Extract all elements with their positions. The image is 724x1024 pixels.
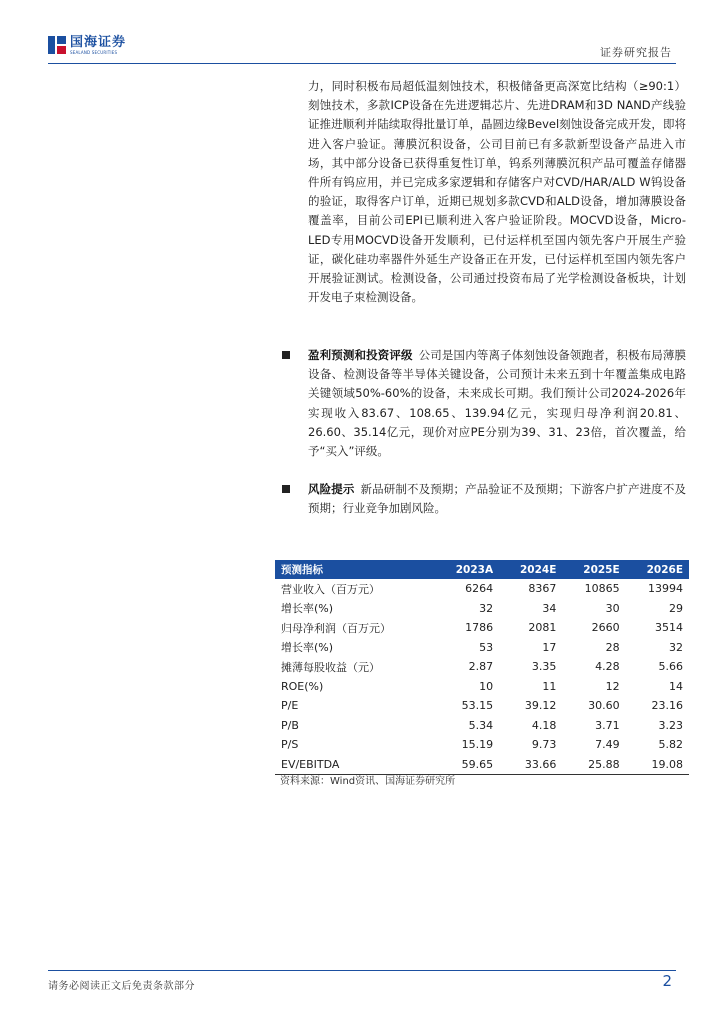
table-cell: 11	[542, 679, 557, 693]
company-logo	[48, 34, 126, 56]
table-cell: 2.87	[468, 660, 494, 674]
table-cell: 10865	[584, 582, 620, 596]
header-divider	[48, 63, 676, 64]
table-cell: 32	[669, 640, 683, 654]
table-cell: 53	[479, 640, 494, 654]
table-cell: 23.16	[651, 699, 683, 713]
table-cell: 29	[669, 601, 683, 615]
row-label: 增长率(%)	[281, 602, 334, 616]
table-cell: 34	[542, 601, 557, 615]
table-cell: 2081	[528, 621, 557, 635]
table-cell: 53.15	[461, 699, 494, 713]
table-source-note: 资料来源：Wind资讯、国海证券研究所	[280, 776, 456, 787]
table-cell: 4.18	[531, 718, 557, 732]
table-cell: 19.08	[626, 755, 689, 775]
table-header-cell: 2025E	[562, 560, 625, 579]
logo-name-en: SEALAND SECURITIES	[70, 49, 118, 55]
row-label: P/E	[281, 699, 299, 713]
table-cell: 30.60	[588, 699, 620, 713]
table-row	[275, 618, 689, 638]
logo-name-cn: 国海证券	[70, 34, 127, 50]
table-row	[275, 696, 689, 716]
table-header-cell: 2026E	[626, 560, 689, 579]
table-cell: 59.65	[435, 755, 500, 775]
row-label: 摊薄每股收益（元）	[281, 660, 380, 674]
table-cell: 25.88	[562, 755, 625, 775]
logo-mark-icon	[48, 36, 66, 54]
table-cell: 39.12	[524, 699, 557, 713]
table-row	[275, 579, 689, 599]
forecast-table	[275, 560, 689, 775]
table-cell: 5.34	[468, 718, 494, 732]
table-cell: 30	[605, 601, 620, 615]
table-cell: 2660	[591, 621, 620, 635]
table-cell: 15.19	[461, 738, 494, 752]
table-cell: 13994	[648, 582, 683, 596]
page-header	[48, 26, 676, 66]
table-row	[275, 657, 689, 677]
table-cell: 17	[542, 640, 557, 654]
row-label: P/B	[281, 718, 299, 732]
row-label: 归母净利润（百万元）	[281, 621, 391, 635]
row-label: EV/EBITDA	[275, 755, 435, 775]
forecast-heading: 盈利预测和投资评级	[308, 348, 413, 362]
table-cell: 5.66	[658, 660, 683, 674]
table-cell: 28	[605, 640, 620, 654]
table-cell: 1786	[465, 621, 494, 635]
table-cell: 3514	[655, 621, 683, 635]
row-label: P/S	[281, 738, 299, 752]
table-header-cell: 2023A	[435, 560, 500, 579]
forecast-section	[282, 346, 686, 461]
forecast-text: 公司是国内等离子体刻蚀设备领跑者，积极布局薄膜设备、检测设备等半导体关键设备，公司预计未来五到十年覆盖集成电路关键领域50%-60%的设备，未来成长可期。我们预计公司2024-2026年实现收入83.67、108.65、139.94亿元，实现归母净利润20.81、26.60、35.14亿元，现价对应PE分别为39、31、23倍，首次覆盖，给予“买入”评级。	[308, 348, 687, 459]
table-cell: 3.23	[658, 718, 683, 732]
table-cell: 9.73	[531, 738, 557, 752]
row-label: ROE(%)	[281, 679, 324, 693]
table-row	[275, 716, 689, 736]
risk-section	[282, 480, 686, 518]
table-cell: 4.28	[595, 660, 620, 674]
bullet-square-icon	[282, 485, 290, 493]
table-cell: 32	[479, 601, 494, 615]
row-label: 增长率(%)	[281, 641, 334, 655]
table-cell: 6264	[465, 582, 494, 596]
risk-heading: 风险提示	[308, 482, 355, 496]
table-header-cell: 预测指标	[275, 560, 435, 579]
doc-type-label: 证券研究报告	[600, 46, 672, 59]
table-cell: 33.66	[499, 755, 562, 775]
table-cell: 10	[479, 679, 494, 693]
table-row	[275, 735, 689, 755]
bullet-square-icon	[282, 351, 290, 359]
table-cell: 14	[669, 679, 683, 693]
table-row	[275, 599, 689, 619]
table-row	[275, 677, 689, 697]
table-row	[275, 638, 689, 658]
row-label: 营业收入（百万元）	[281, 582, 380, 596]
risk-text: 新品研制不及预期；产品验证不及预期；下游客户扩产进度不及预期；行业竞争加剧风险。	[308, 482, 686, 516]
table-cell: 8367	[528, 582, 557, 596]
table-header-row	[275, 560, 689, 579]
table-cell: 3.35	[531, 660, 557, 674]
table-cell: 12	[605, 679, 620, 693]
page-number: 2	[662, 972, 672, 990]
footer-divider	[48, 970, 676, 971]
table-cell: 7.49	[595, 738, 620, 752]
intro-paragraph: 力，同时积极布局超低温刻蚀技术，积极储备更高深宽比结构（≥90:1）刻蚀技术，多款ICP设备在先进逻辑芯片、先进DRAM和3D NAND产线验证推进顺利并陆续取得批量订单，晶圆边缘Bevel刻蚀设备完成开发，即将进入客户验证。薄膜沉积设备，公司目前已有多款新型设备产品进入市场，其中部分设备已获得重复性订单，钨系列薄膜沉积产品可覆盖存储器件所有钨应用，并已完成多家逻辑和存储客户对CVD/HAR/ALD W钨设备的验证，取得客户订单，近期已规划多款CVD和ALD设备，增加薄膜设备覆盖率，目前公司EPI已顺利进入客户验证阶段。MOCVD设备，Micro-LED专用MOCVD设备开发顺利，已付运样机至国内领先客户开展生产验证，碳化硅功率器件外延生产设备正在开发，已付运样机至国内领先客户开展验证测试。检测设备，公司通过投资布局了光学检测设备板块，计划开发电子束检测设备。	[308, 79, 686, 305]
table-cell: 5.82	[658, 738, 683, 752]
table-header-cell: 2024E	[499, 560, 562, 579]
table-cell: 3.71	[595, 718, 620, 732]
footer-disclaimer: 请务必阅读正文后免责条款部分	[48, 981, 195, 992]
